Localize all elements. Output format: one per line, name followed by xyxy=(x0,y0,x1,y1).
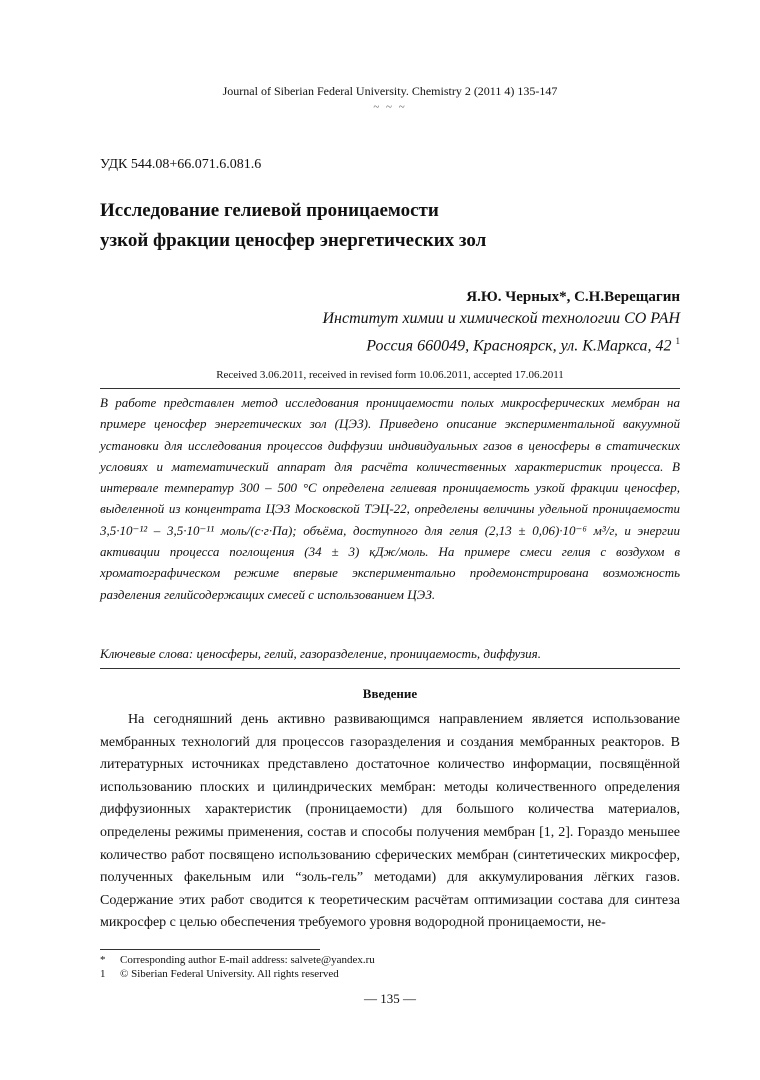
abstract: В работе представлен метод исследования проницаемости полых микросферических мембран на примере ценосфер энергетических зол (ЦЭЗ). Приведено описание экспериментальной вакуумной установки для исследования процессов диффузии индивидуальных газов в ценосферы в статических условиях и математический аппарат для расчёта количественных характеристик процесса. В интервале температур 300 – 500 °С определена гелиевая проницаемость узкой фракции ценосфер, выделенной из концентрата ЦЭЗ Московской ТЭЦ-22, определены величины удельной проницаемости 3,5·10⁻¹² – 3,5·10⁻¹¹ моль/(с·г·Па); объёма, доступного для гелия (2,13 ± 0,06)·10⁻⁶ м³/г, и энергии активации процесса поглощения (34 ± 3) кДж/моль. На примере смеси гелия с воздухом в хроматографическом режиме впервые экспериментально продемонстрирована возможность разделения гелийсодержащих смесей с использованием ЦЭЗ. xyxy=(100,395,680,602)
journal-header: Journal of Siberian Federal University. Chemistry 2 (2011 4) 135-147 xyxy=(222,84,558,98)
title-line-2: узкой фракции ценосфер энергетических зол xyxy=(100,230,487,251)
intro-paragraph: На сегодняшний день активно развивающимся направлением является использование мембранных технологий для процессов газоразделения и создания мембранных реакторов. В литературных источниках представлено достаточное количество информации, посвящённой использованию плоских и цилиндрических мембран: методы количественного определения диффузионных характеристик (проницаемости) для большого количества материалов, определены режимы применения, состав и способы получения мембран [1, 2]. Гораздо меньшее количество работ посвящено использованию сферических мембран (синтетических микросфер, полученных факельным или “золь-гель” методами) для аккумулирования лёгких газов. Содержание этих работ сводится к теоретическим расчётам оптимизации состава для синтеза микросфер с целью обеспечения требуемого уровня водородной проницаемости, не- xyxy=(100,712,680,931)
article-title xyxy=(100,196,486,256)
footnote-mark: * xyxy=(100,954,106,966)
affiliation-address: Россия 660049, Красноярск, ул. К.Маркса, 42 xyxy=(366,337,672,355)
affiliation-mark: 1 xyxy=(675,336,680,346)
abstract-bottom-rule xyxy=(100,668,680,669)
abstract-top-rule xyxy=(100,388,680,389)
article-page xyxy=(100,0,680,1080)
footnote-text: © Siberian Federal University. All rights reserved xyxy=(120,968,339,980)
footnote-text: Corresponding author E-mail address: salvete@yandex.ru xyxy=(120,954,375,966)
footnote-rule xyxy=(100,949,320,950)
section-heading: Введение xyxy=(362,686,418,701)
affiliation-line-1: Институт химии и химической технологии СО РАН xyxy=(322,310,680,327)
footnote-mark: 1 xyxy=(100,968,106,980)
author-names: Я.Ю. Черных*, С.Н.Верещагин xyxy=(466,289,680,305)
header-ornament: ~ ~ ~ xyxy=(373,101,407,113)
footnote xyxy=(100,967,375,981)
page-number: — 135 — xyxy=(364,991,416,1006)
udk-code: УДК 544.08+66.071.6.081.6 xyxy=(100,157,262,172)
received-dates: Received 3.06.2011, received in revised form 10.06.2011, accepted 17.06.2011 xyxy=(216,369,564,381)
affiliation-line-2 xyxy=(322,330,680,357)
footnote xyxy=(100,953,375,967)
authors-block xyxy=(322,286,680,357)
title-line-1: Исследование гелиевой проницаемости xyxy=(100,200,439,221)
footnotes xyxy=(100,953,375,981)
keywords: Ключевые слова: ценосферы, гелий, газоразделение, проницаемость, диффузия. xyxy=(100,646,541,661)
